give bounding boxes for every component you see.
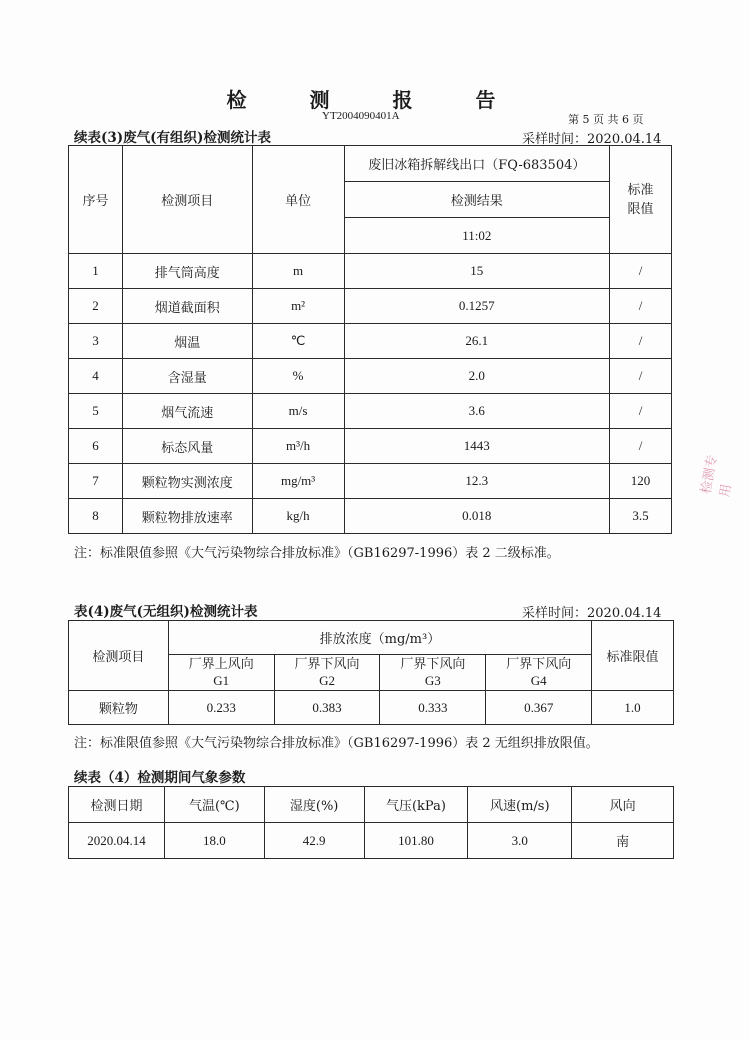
header-wind-direction: 风向 (572, 787, 674, 823)
point-code: G2 (319, 672, 335, 688)
header-result: 检测结果 (344, 182, 610, 218)
header-limit: 标准限值 (592, 621, 674, 691)
table-row (69, 324, 672, 359)
row-item: 排气筒高度 (122, 254, 252, 289)
table3-note: 注：标准限值参照《大气污染物综合排放标准》（GB16297-1996）表 2 二级标准。 (74, 546, 560, 561)
row-value: 0.018 (344, 499, 610, 534)
row-item: 颗粒物排放速率 (122, 499, 252, 534)
point-g1 (168, 655, 274, 691)
row-value: 3.6 (344, 394, 610, 429)
row-value: 15 (344, 254, 610, 289)
point-code: G1 (213, 672, 230, 688)
point-g4 (486, 655, 592, 691)
table-row (69, 823, 674, 859)
table-row (69, 394, 672, 429)
point-name: 厂界下风向 (400, 656, 466, 672)
row-value: 0.383 (274, 691, 380, 725)
table-row (69, 359, 672, 394)
header-wind-speed: 风速(m/s) (468, 787, 572, 823)
row-value: 0.333 (380, 691, 486, 725)
cell-pressure: 101.80 (364, 823, 468, 859)
weather-table (68, 786, 674, 859)
header-pressure: 气压(kPa) (364, 787, 468, 823)
row-limit: / (610, 289, 672, 324)
row-item: 颗粒物 (69, 691, 169, 725)
row-item: 烟气流速 (122, 394, 252, 429)
organized-gas-table (68, 145, 672, 534)
cell-date: 2020.04.14 (69, 823, 165, 859)
point-name: 厂界下风向 (506, 656, 572, 672)
header-time: 11:02 (344, 218, 610, 254)
header-item: 检测项目 (122, 146, 252, 254)
table-row (69, 464, 672, 499)
row-value: 0.1257 (344, 289, 610, 324)
row-limit: 1.0 (592, 691, 674, 725)
table-row (69, 691, 674, 725)
header-seq: 序号 (69, 146, 123, 254)
fugitive-gas-table (68, 620, 674, 725)
table5-title: 续表（4）检测期间气象参数 (74, 770, 246, 786)
table-row (69, 289, 672, 324)
page-info: 第 5 页 共 6 页 (568, 113, 644, 126)
row-limit: / (610, 359, 672, 394)
point-code: G3 (424, 672, 441, 688)
row-value: 2.0 (344, 359, 610, 394)
row-seq: 4 (69, 359, 123, 394)
row-unit: % (252, 359, 344, 394)
row-seq: 5 (69, 394, 123, 429)
point-name: 厂界下风向 (294, 656, 360, 672)
row-item: 烟道截面积 (122, 289, 252, 324)
header-date: 检测日期 (69, 787, 165, 823)
row-limit: / (610, 324, 672, 359)
point-g3 (380, 655, 486, 691)
cell-wind-direction: 南 (572, 823, 674, 859)
report-title: 检 测 报 告 (226, 88, 524, 112)
cell-temperature: 18.0 (164, 823, 264, 859)
point-code: G4 (530, 672, 547, 688)
row-limit: 120 (610, 464, 672, 499)
table-row (69, 429, 672, 464)
row-item: 含湿量 (122, 359, 252, 394)
table3-title: 续表(3)废气(有组织)检测统计表 (74, 130, 271, 146)
row-seq: 6 (69, 429, 123, 464)
row-unit: m (252, 254, 344, 289)
table4-sampling-time: 采样时间：2020.04.14 (522, 606, 662, 621)
row-limit: / (610, 394, 672, 429)
row-unit: m³/h (252, 429, 344, 464)
row-item: 标态风量 (122, 429, 252, 464)
row-unit: mg/m³ (252, 464, 344, 499)
seal-stamp: 检测专用 (698, 453, 735, 499)
row-seq: 7 (69, 464, 123, 499)
table4-title: 表(4)废气(无组织)检测统计表 (74, 604, 258, 620)
row-item: 颗粒物实测浓度 (122, 464, 252, 499)
row-seq: 2 (69, 289, 123, 324)
table4-note: 注：标准限值参照《大气污染物综合排放标准》（GB16297-1996）表 2 无组织排放限值。 (74, 736, 599, 751)
cell-humidity: 42.9 (264, 823, 364, 859)
table-row (69, 254, 672, 289)
header-site: 废旧冰箱拆解线出口（FQ-683504） (344, 146, 610, 182)
row-unit: m/s (252, 394, 344, 429)
row-limit: / (610, 429, 672, 464)
row-seq: 1 (69, 254, 123, 289)
header-unit: 单位 (252, 146, 344, 254)
row-unit: ℃ (252, 324, 344, 359)
row-value: 0.367 (486, 691, 592, 725)
table-row (69, 499, 672, 534)
row-value: 0.233 (168, 691, 274, 725)
header-humidity: 湿度(%) (264, 787, 364, 823)
row-value: 1443 (344, 429, 610, 464)
row-value: 12.3 (344, 464, 610, 499)
cell-wind-speed: 3.0 (468, 823, 572, 859)
point-g2 (274, 655, 380, 691)
row-item: 烟温 (122, 324, 252, 359)
row-value: 26.1 (344, 324, 610, 359)
row-unit: m² (252, 289, 344, 324)
header-concentration: 排放浓度（mg/m³） (168, 621, 591, 655)
row-unit: kg/h (252, 499, 344, 534)
row-seq: 3 (69, 324, 123, 359)
header-temperature: 气温(℃) (164, 787, 264, 823)
header-item: 检测项目 (69, 621, 169, 691)
row-seq: 8 (69, 499, 123, 534)
row-limit: / (610, 254, 672, 289)
header-limit: 标准 限值 (610, 146, 672, 254)
report-number: YT2004090401A (322, 110, 400, 122)
table3-sampling-time: 采样时间：2020.04.14 (522, 132, 662, 147)
point-name: 厂界上风向 (188, 656, 254, 672)
row-limit: 3.5 (610, 499, 672, 534)
